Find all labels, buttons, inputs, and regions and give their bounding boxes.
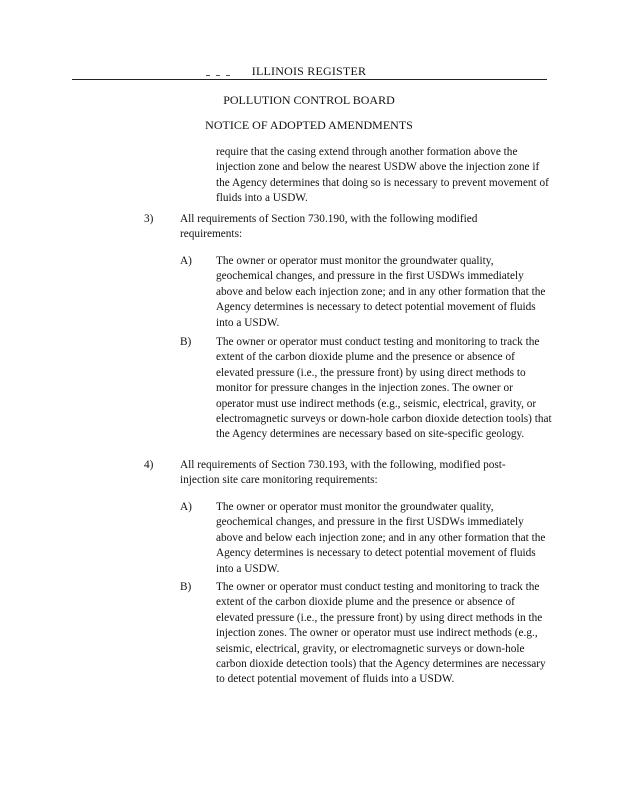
item-4-text: All requirements of Section 730.193, with the following, modified post-injection site care monitoring requirements: <box>180 459 506 487</box>
item-3b-label: B) <box>180 336 192 348</box>
item-4a-label: A) <box>180 501 192 513</box>
register-header: ILLINOIS REGISTER <box>251 64 367 78</box>
board-title: POLLUTION CONTROL BOARD <box>223 93 395 107</box>
item-4-number: 4) <box>144 459 154 471</box>
notice-title: NOTICE OF ADOPTED AMENDMENTS <box>205 118 413 132</box>
item-4b-label: B) <box>180 581 192 593</box>
header-rule <box>72 79 547 80</box>
item-3-text: All requirements of Section 730.190, with the following modified requirements: <box>180 213 478 241</box>
item-3-number: 3) <box>144 213 154 225</box>
item-4a-text: The owner or operator must monitor the groundwater quality, geochemical changes, and pressure in the first USDWs immediately above and below each injection zone; and in any other formation that the Agency determines is necessary to detect potential movement of fluids into a USDW. <box>216 501 546 575</box>
item-3a-label: A) <box>180 255 192 267</box>
continuation-paragraph: require that the casing extend through another formation above the injection zone and below the nearest USDW above the injection zone if the Agency determines that doing so is necessary to prevent movement of fluids into a USDW. <box>216 146 549 205</box>
item-4b-text: The owner or operator must conduct testing and monitoring to track the extent of the carbon dioxide plume and the presence or absence of elevated pressure (i.e., the pressure front) by using direct methods in the injection zones. The owner or operator must use indirect methods (e.g., seismic, electrical, gravity, or electromagnetic surveys or down-hole carbon dioxide detection tools) that the Agency determines are necessary to detect potential movement of fluids into a USDW. <box>216 581 546 686</box>
item-3b-text: The owner or operator must conduct testing and monitoring to track the extent of the carbon dioxide plume and the presence or absence of elevated pressure (i.e., the pressure front) by using direct methods to monitor for pressure changes in the injection zones. The owner or operator must use indirect methods (e.g., seismic, electrical, gravity, or electromagnetic surveys or down-hole carbon dioxide detection tools) that the Agency determines are necessary based on site-specific geology. <box>216 336 552 441</box>
item-3a-text: The owner or operator must monitor the groundwater quality, geochemical changes, and pressure in the first USDWs immediately above and below each injection zone; and in any other formation that the Agency determines is necessary to detect potential movement of fluids into a USDW. <box>216 255 546 329</box>
